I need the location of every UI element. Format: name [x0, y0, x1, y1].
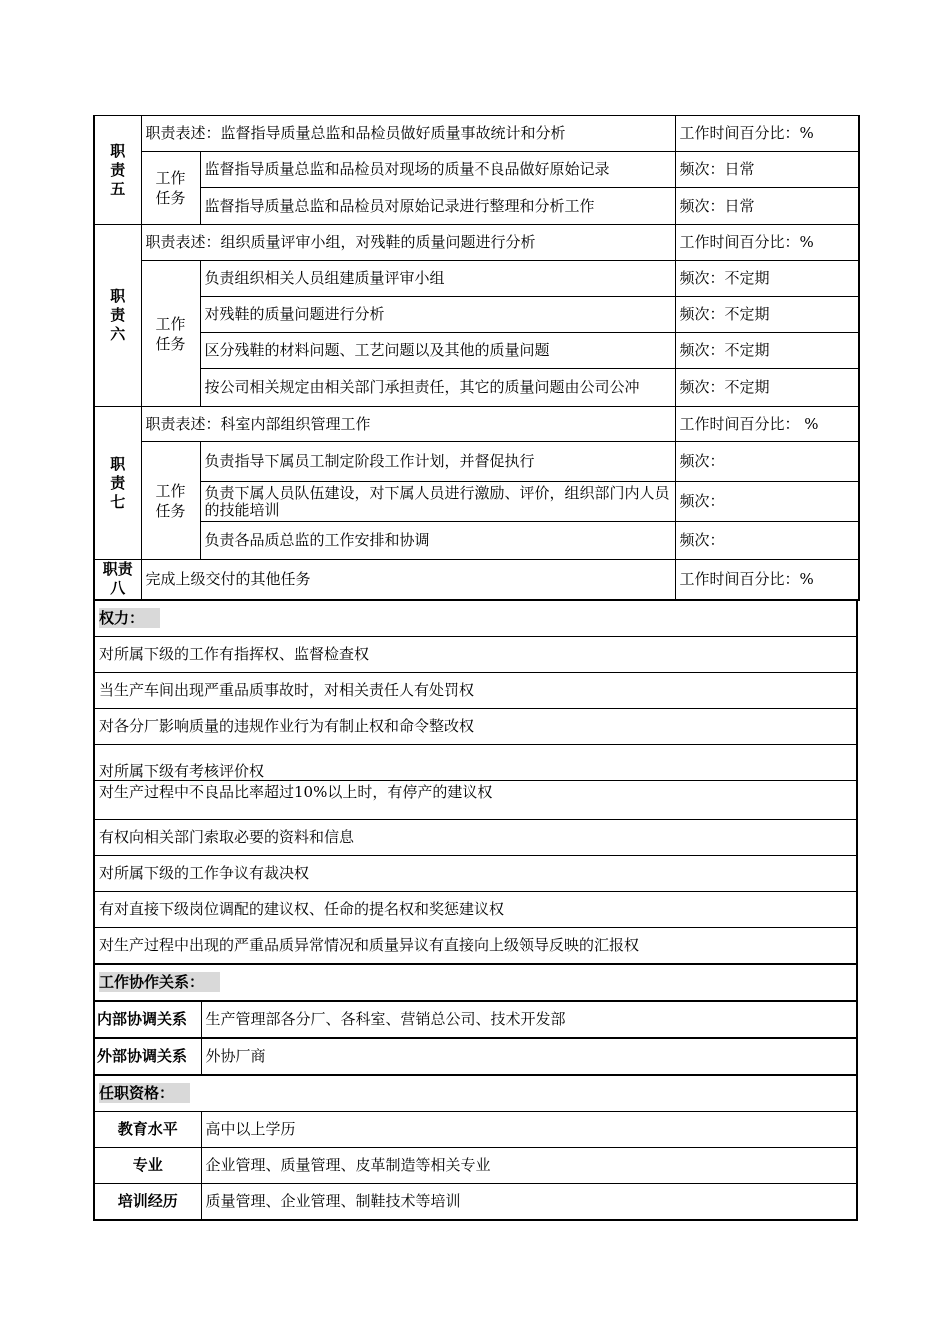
duty7-task-1: 负责指导下属员工制定阶段工作计划，并督促执行 — [200, 442, 675, 482]
duty7-task-row — [94, 482, 859, 522]
duty5-pct: 工作时间百分比：% — [675, 116, 859, 152]
duty5-freq-1: 频次：日常 — [675, 152, 859, 188]
training-label: 培训经历 — [94, 1183, 201, 1220]
internal-label: 内部协调关系 — [94, 1001, 201, 1038]
power-item: 对所属下级有考核评价权 — [94, 744, 857, 780]
duty6-pct: 工作时间百分比：% — [675, 225, 859, 261]
duty6-task-3: 区分残鞋的材料问题、工艺问题以及其他的质量问题 — [200, 333, 675, 369]
powers-title — [94, 600, 857, 636]
duty5-freq-2: 频次：日常 — [675, 188, 859, 225]
power-item: 当生产车间出现严重品质事故时，对相关责任人有处罚权 — [94, 672, 857, 708]
duty6-desc-row — [94, 225, 859, 261]
duty7-label: 职 责 七 — [94, 407, 141, 560]
duty6-freq-2: 频次：不定期 — [675, 297, 859, 333]
power-item: 对各分厂影响质量的违规作业行为有制止权和命令整改权 — [94, 708, 857, 744]
power-item: 对所属下级的工作有指挥权、监督检查权 — [94, 636, 857, 672]
training-value: 质量管理、企业管理、制鞋技术等培训 — [201, 1183, 857, 1220]
duty5-task-1: 监督指导质量总监和品检员对现场的质量不良品做好原始记录 — [200, 152, 675, 188]
duty8-desc: 完成上级交付的其他任务 — [141, 560, 675, 600]
external-label: 外部协调关系 — [94, 1038, 201, 1075]
duty8-label: 职责 八 — [94, 560, 141, 600]
qualifications-title — [94, 1075, 857, 1111]
duties-table — [93, 115, 860, 601]
cooperation-title — [94, 964, 857, 1001]
power-item: 有权向相关部门索取必要的资料和信息 — [94, 819, 857, 855]
duty6-task-1: 负责组织相关人员组建质量评审小组 — [200, 261, 675, 297]
duty7-freq-2: 频次： — [675, 482, 859, 522]
duty6-task-row — [94, 297, 859, 333]
cooperation-table — [93, 964, 858, 1076]
major-label: 专业 — [94, 1147, 201, 1183]
duty7-task-3: 负责各品质总监的工作安排和协调 — [200, 522, 675, 560]
powers-title-text: 权力： — [99, 608, 160, 628]
duty5-desc-row — [94, 116, 859, 152]
duty6-task-row — [94, 369, 859, 407]
duty5-desc: 职责表述：监督指导质量总监和品检员做好质量事故统计和分析 — [141, 116, 675, 152]
duty6-task-label: 工作 任务 — [141, 261, 200, 407]
duty8-row — [94, 560, 859, 600]
duty6-freq-3: 频次：不定期 — [675, 333, 859, 369]
duty7-desc: 职责表述：科室内部组织管理工作 — [141, 407, 675, 442]
duty7-task-2: 负责下属人员队伍建设，对下属人员进行激励、评价，组织部门内人员的技能培训 — [200, 482, 675, 522]
duty6-freq-4: 频次：不定期 — [675, 369, 859, 407]
power-item: 对生产过程中不良品比率超过10%以上时，有停产的建议权 — [94, 780, 857, 819]
education-value: 高中以上学历 — [201, 1111, 857, 1147]
powers-table — [93, 600, 858, 965]
duty8-pct: 工作时间百分比：% — [675, 560, 859, 600]
duty7-task-row — [94, 442, 859, 482]
duty7-task-row — [94, 522, 859, 560]
duty5-label: 职 责 五 — [94, 116, 141, 225]
duty6-freq-1: 频次：不定期 — [675, 261, 859, 297]
duty6-task-4: 按公司相关规定由相关部门承担责任，其它的质量问题由公司公冲 — [200, 369, 675, 407]
external-value: 外协厂商 — [201, 1038, 857, 1075]
internal-value: 生产管理部各分厂、各科室、营销总公司、技术开发部 — [201, 1001, 857, 1038]
major-value: 企业管理、质量管理、皮革制造等相关专业 — [201, 1147, 857, 1183]
qualifications-title-text: 任职资格： — [99, 1083, 190, 1103]
duty5-task-label: 工作 任务 — [141, 152, 200, 225]
education-label: 教育水平 — [94, 1111, 201, 1147]
job-description-sheet — [93, 115, 858, 1221]
power-item: 对所属下级的工作争议有裁决权 — [94, 855, 857, 891]
duty6-label: 职 责 六 — [94, 225, 141, 407]
duty7-freq-3: 频次： — [675, 522, 859, 560]
duty7-freq-1: 频次： — [675, 442, 859, 482]
duty6-task-2: 对残鞋的质量问题进行分析 — [200, 297, 675, 333]
cooperation-title-text: 工作协作关系： — [99, 972, 220, 992]
duty7-task-label: 工作 任务 — [141, 442, 200, 560]
duty7-desc-row — [94, 407, 859, 442]
qualifications-table — [93, 1075, 858, 1221]
duty5-task-2: 监督指导质量总监和品检员对原始记录进行整理和分析工作 — [200, 188, 675, 225]
duty7-pct: 工作时间百分比： % — [675, 407, 859, 442]
duty6-desc: 职责表述：组织质量评审小组，对残鞋的质量问题进行分析 — [141, 225, 675, 261]
duty5-task-row — [94, 188, 859, 225]
power-item: 对生产过程中出现的严重品质异常情况和质量异议有直接向上级领导反映的汇报权 — [94, 927, 857, 964]
duty6-task-row — [94, 261, 859, 297]
duty5-task-row — [94, 152, 859, 188]
power-item: 有对直接下级岗位调配的建议权、任命的提名权和奖惩建议权 — [94, 891, 857, 927]
duty6-task-row — [94, 333, 859, 369]
